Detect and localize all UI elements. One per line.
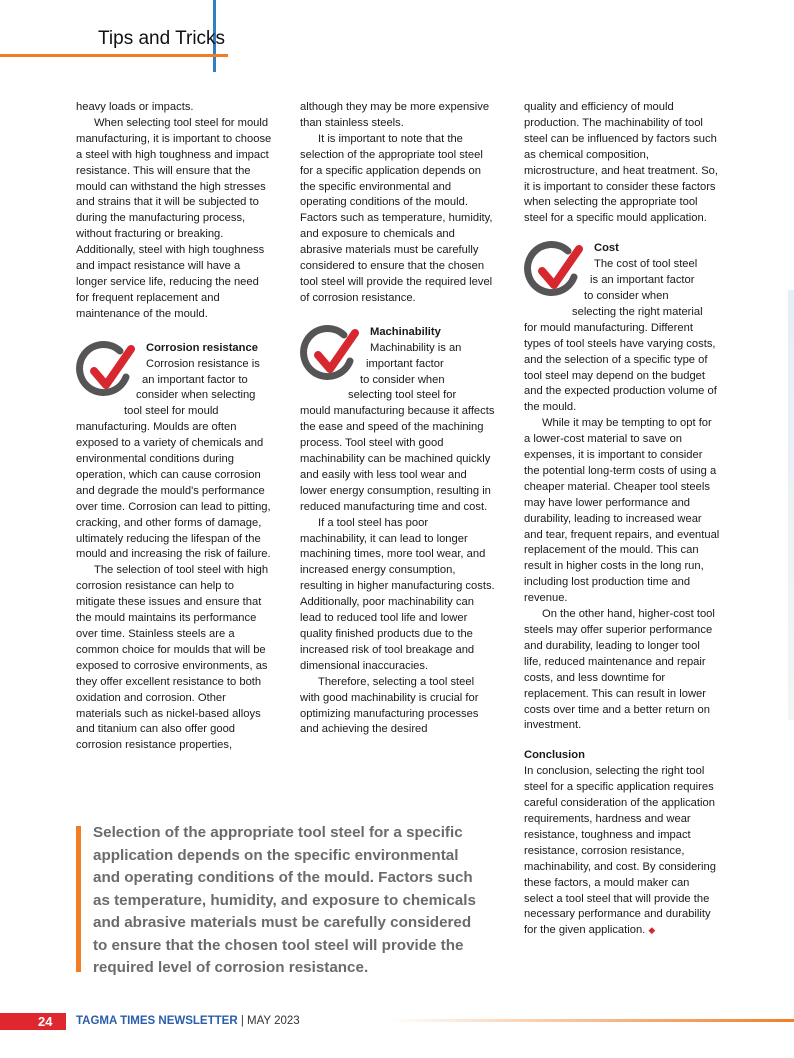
conclusion-heading: Conclusion <box>524 749 585 762</box>
page-edge-strip <box>788 290 794 720</box>
checkmark-circle-icon <box>300 325 362 387</box>
paragraph: On the other hand, higher-cost tool steels may offer superior performance and durability, leading to longer tool life, reduced maintenance and repair costs, and less downtime for replacement. This can result in lower costs over time and a better return on investment. <box>524 608 715 732</box>
pull-quote-bar <box>76 826 81 972</box>
section-title: Tips and Tricks <box>98 28 226 49</box>
checkmark-circle-icon <box>524 241 586 303</box>
feature-title: Corrosion resistance <box>146 341 258 354</box>
footer-rule <box>388 1019 794 1022</box>
feature-text: for mould manufacturing. Different types of tool steels have varying costs, and the selection of a specific type of tool steel may depend on the budget and the expected production volume of the mould. <box>524 321 717 414</box>
end-mark-icon: ◆ <box>648 925 656 936</box>
pull-quote <box>76 822 486 976</box>
feature-corrosion-resistance <box>76 341 272 564</box>
feature-line: tool steel for mould <box>124 405 219 418</box>
column-1 <box>76 100 272 754</box>
feature-title: Machinability <box>370 325 441 338</box>
feature-cost <box>524 241 720 416</box>
conclusion-paragraph <box>524 764 720 939</box>
page-number: 24 <box>38 1014 53 1029</box>
page-number-box <box>0 1013 66 1030</box>
feature-line: to consider when <box>360 373 445 386</box>
paragraph: While it may be tempting to opt for a lower-cost material to save on expenses, it is important to consider the potential long-term costs of using a cheaper material. Cheaper tool steels may have lower performance and durability, leading to increased wear and tear, frequent repairs, and eventual replacement of the mould. This can result in higher costs in the long run, including lost production time and revenue. <box>524 417 720 605</box>
checkmark-circle-icon <box>76 341 138 403</box>
pull-quote-text: Selection of the appropriate tool steel for a specific application depends on the specific environmental and operating conditions of the mould. Factors such as temperature, humidity, and exposure to chemicals and abrasive materials must be carefully considered to ensure that the chosen tool steel will provide the required level of corrosion resistance. <box>93 824 476 976</box>
paragraph: If a tool steel has poor machinability, it can lead to longer machining times, more tool wear, and increased energy consumption, resulting in higher manufacturing costs. Additionally, poor machinability can lead to reduced tool life and lower quality finished products due to the increased risk of tool breakage and dimensional inaccuracies. <box>300 516 495 672</box>
column-2 <box>300 100 496 738</box>
paragraph: although they may be more expensive than stainless steels. <box>300 101 490 129</box>
feature-line: Corrosion resistance is <box>146 357 260 370</box>
feature-line: The cost of tool steel <box>594 258 698 271</box>
spacer <box>524 227 720 241</box>
column-3 <box>524 100 720 939</box>
paragraph: When selecting tool steel for mould manufacturing, it is important to choose a steel with high toughness and impact resistance. This will ensure that the mould can withstand the high stresses and strains that it will be subjected to during the manufacturing process, without fracturing or breaking. Additionally, steel with high toughness and impact resistance will have a longer service life, reducing the need for frequent replacement and maintenance of the mould. <box>76 116 272 320</box>
publication-name: TAGMA TIMES NEWSLETTER <box>76 1015 238 1027</box>
paragraph: Therefore, selecting a tool steel with good machinability is crucial for optimizing manufacturing processes and achieving the desired <box>300 675 479 736</box>
feature-line: to consider when <box>584 289 669 302</box>
conclusion-text: In conclusion, selecting the right tool steel for a specific application requires careful consideration of the application requirements, hardness and wear resistance, toughness and impact resistance, corrosion resistance, machinability, and cost. By considering these factors, a mould maker can select a tool steel that will provide the necessary performance and durability for the given application. <box>524 765 716 937</box>
feature-title: Cost <box>594 242 619 255</box>
header-rule <box>0 54 228 57</box>
feature-line: consider when selecting <box>136 389 256 402</box>
footer-publication <box>76 1014 300 1029</box>
spacer <box>76 323 272 341</box>
feature-line: important factor <box>366 357 444 370</box>
footer-separator: | <box>237 1015 248 1027</box>
paragraph: quality and efficiency of mould production. The machinability of tool steel can be influenced by factors such as chemical composition, microstructure, and heat treatment. So, it is important to consider these factors when selecting the appropriate tool steel for a specific mould application. <box>524 101 719 225</box>
feature-line: Machinability is an <box>370 341 462 354</box>
feature-line: selecting the right material <box>572 305 703 318</box>
paragraph: It is important to note that the selection of the appropriate tool steel for a specific application depends on the specific environmental and operating conditions of the mould. Factors such as temperature, humidity, and exposure to chemicals and abrasive materials must be carefully considered to ensure that the chosen tool steel will provide the required level of corrosion resistance. <box>300 132 493 304</box>
spacer <box>300 307 496 325</box>
issue-date: MAY 2023 <box>247 1015 300 1027</box>
feature-machinability <box>300 325 496 516</box>
paragraph: The selection of tool steel with high corrosion resistance can help to mitigate these issues and ensure that the mould maintains its performance over time. Stainless steels are a common choice for moulds that will be exposed to corrosive environments, as they offer excellent resistance to both oxidation and corrosion. Other materials such as nickel-based alloys and titanium can also offer good corrosion resistance properties, <box>76 564 269 752</box>
feature-line: an important factor to <box>142 373 248 386</box>
spacer <box>524 734 720 748</box>
paragraph: heavy loads or impacts. <box>76 101 194 113</box>
feature-line: selecting tool steel for <box>348 389 457 402</box>
feature-text: mould manufacturing because it affects the ease and speed of the machining process. Tool steel with good machinability can be machined quickly and easily with less tool wear and lower energy consumption, resulting in reduced manufacturing time and cost. <box>300 405 495 513</box>
feature-line: is an important factor <box>590 274 695 287</box>
feature-text: manufacturing. Moulds are often exposed to a variety of chemicals and environmental conditions during operation, which can cause corrosion and degrade the mould's performance over time. Corrosion can lead to pitting, cracking, and other forms of damage, ultimately reducing the lifespan of the mould and increasing the risk of failure. <box>76 421 271 561</box>
